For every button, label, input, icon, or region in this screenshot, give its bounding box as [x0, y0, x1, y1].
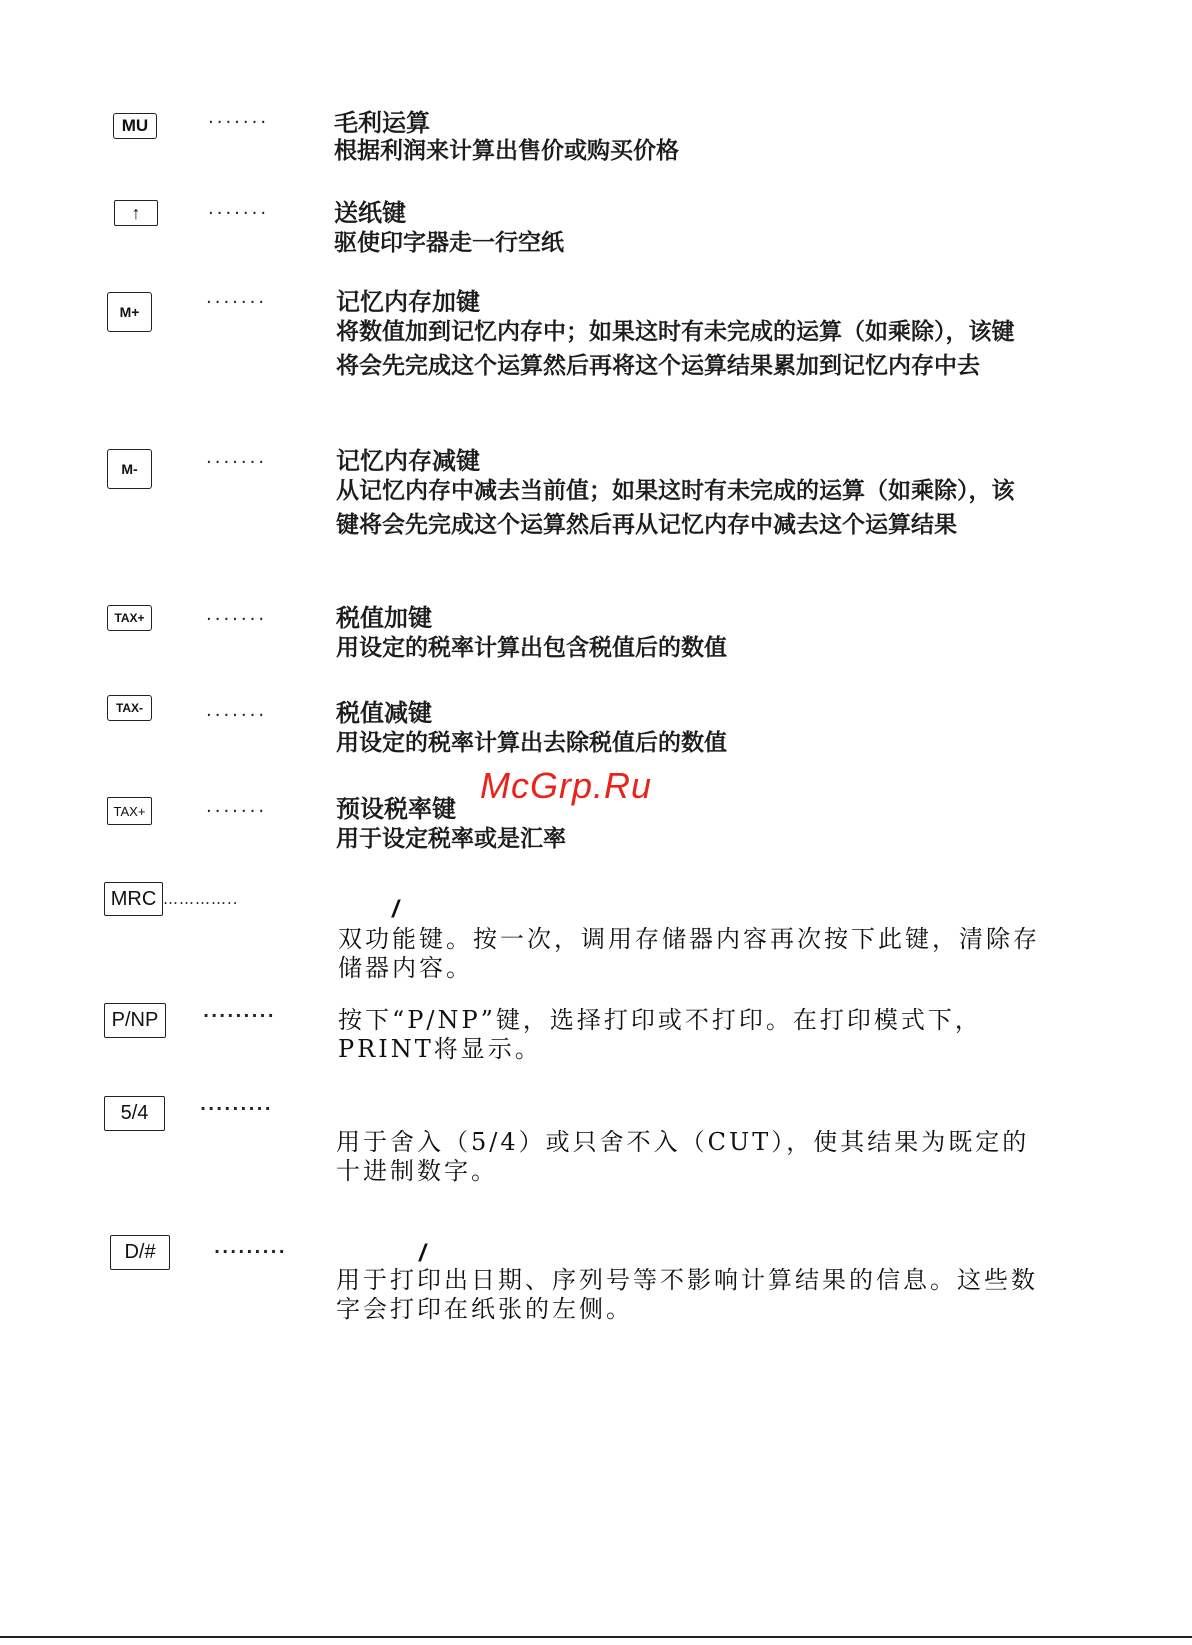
- key-rounding: 5/4: [104, 1096, 165, 1131]
- entry-description: 用于打印出日期、序列号等不影响计算结果的信息。这些数字会打印在纸张的左侧。: [336, 1266, 1038, 1323]
- key-tax-minus: TAX-: [107, 695, 152, 721]
- leader-dots: .........: [200, 1095, 273, 1114]
- slash-mark: /: [419, 1240, 426, 1267]
- slash-mark: /: [392, 896, 399, 923]
- leader-dots: .......: [206, 287, 268, 308]
- entry-title: 送纸键: [334, 199, 406, 227]
- key-memory-minus: M-: [107, 449, 152, 489]
- entry-description: 按下“P/NP”键，选择打印或不打印。在打印模式下，PRINT将显示。: [338, 1006, 982, 1063]
- leader-dots: .........: [214, 1238, 287, 1257]
- key-p-np: P/NP: [104, 1003, 166, 1038]
- leader-dots: .......: [206, 796, 268, 817]
- entry-title: 税值加键: [336, 604, 432, 632]
- leader-dots: .......: [206, 447, 268, 468]
- entry-title: 记忆内存减键: [336, 447, 480, 475]
- entry-description: 用于设定税率或是汇率: [336, 826, 566, 852]
- entry-title: 税值减键: [336, 699, 432, 727]
- key-paper-feed: ↑: [114, 200, 158, 226]
- leader-dots: …………..: [163, 890, 239, 908]
- entry-title: 预设税率键: [336, 795, 456, 823]
- entry-description: 用设定的税率计算出包含税值后的数值: [336, 635, 727, 661]
- key-mu: MU: [113, 113, 157, 139]
- entry-description: 将数值加到记忆内存中；如果这时有未完成的运算（如乘除），该键将会先完成这个运算然后再将这个运算结果累加到记忆内存中去: [336, 319, 1015, 379]
- leader-dots: .......: [206, 604, 268, 625]
- entry-description: 双功能键。按一次，调用存储器内容再次按下此键，清除存储器内容。: [338, 925, 1040, 982]
- entry-description: 根据利润来计算出售价或购买价格: [334, 138, 679, 164]
- leader-dots: .........: [203, 1002, 276, 1021]
- entry-description: 用于舍入（5/4）或只舍不入（CUT），使其结果为既定的十进制数字。: [336, 1128, 1030, 1185]
- entry-title: 毛利运算: [334, 109, 430, 137]
- entry-description: 用设定的税率计算出去除税值后的数值: [336, 730, 727, 756]
- watermark: McGrp.Ru: [480, 765, 653, 806]
- key-tax-plus: TAX+: [107, 605, 152, 631]
- key-mrc: MRC: [104, 882, 163, 916]
- footer-rule: [0, 1636, 1192, 1638]
- leader-dots: .......: [208, 107, 270, 128]
- leader-dots: .......: [208, 198, 270, 219]
- entry-description: 从记忆内存中减去当前值；如果这时有未完成的运算（如乘除），该键将会先完成这个运算然后再从记忆内存中减去这个运算结果: [336, 478, 1015, 538]
- key-memory-plus: M+: [107, 292, 152, 332]
- key-date-number: D/#: [110, 1235, 170, 1270]
- entry-description: 驱使印字器走一行空纸: [334, 230, 564, 256]
- leader-dots: .......: [206, 700, 268, 721]
- key-tax-rate: TAX+: [107, 797, 152, 825]
- entry-title: 记忆内存加键: [336, 288, 480, 316]
